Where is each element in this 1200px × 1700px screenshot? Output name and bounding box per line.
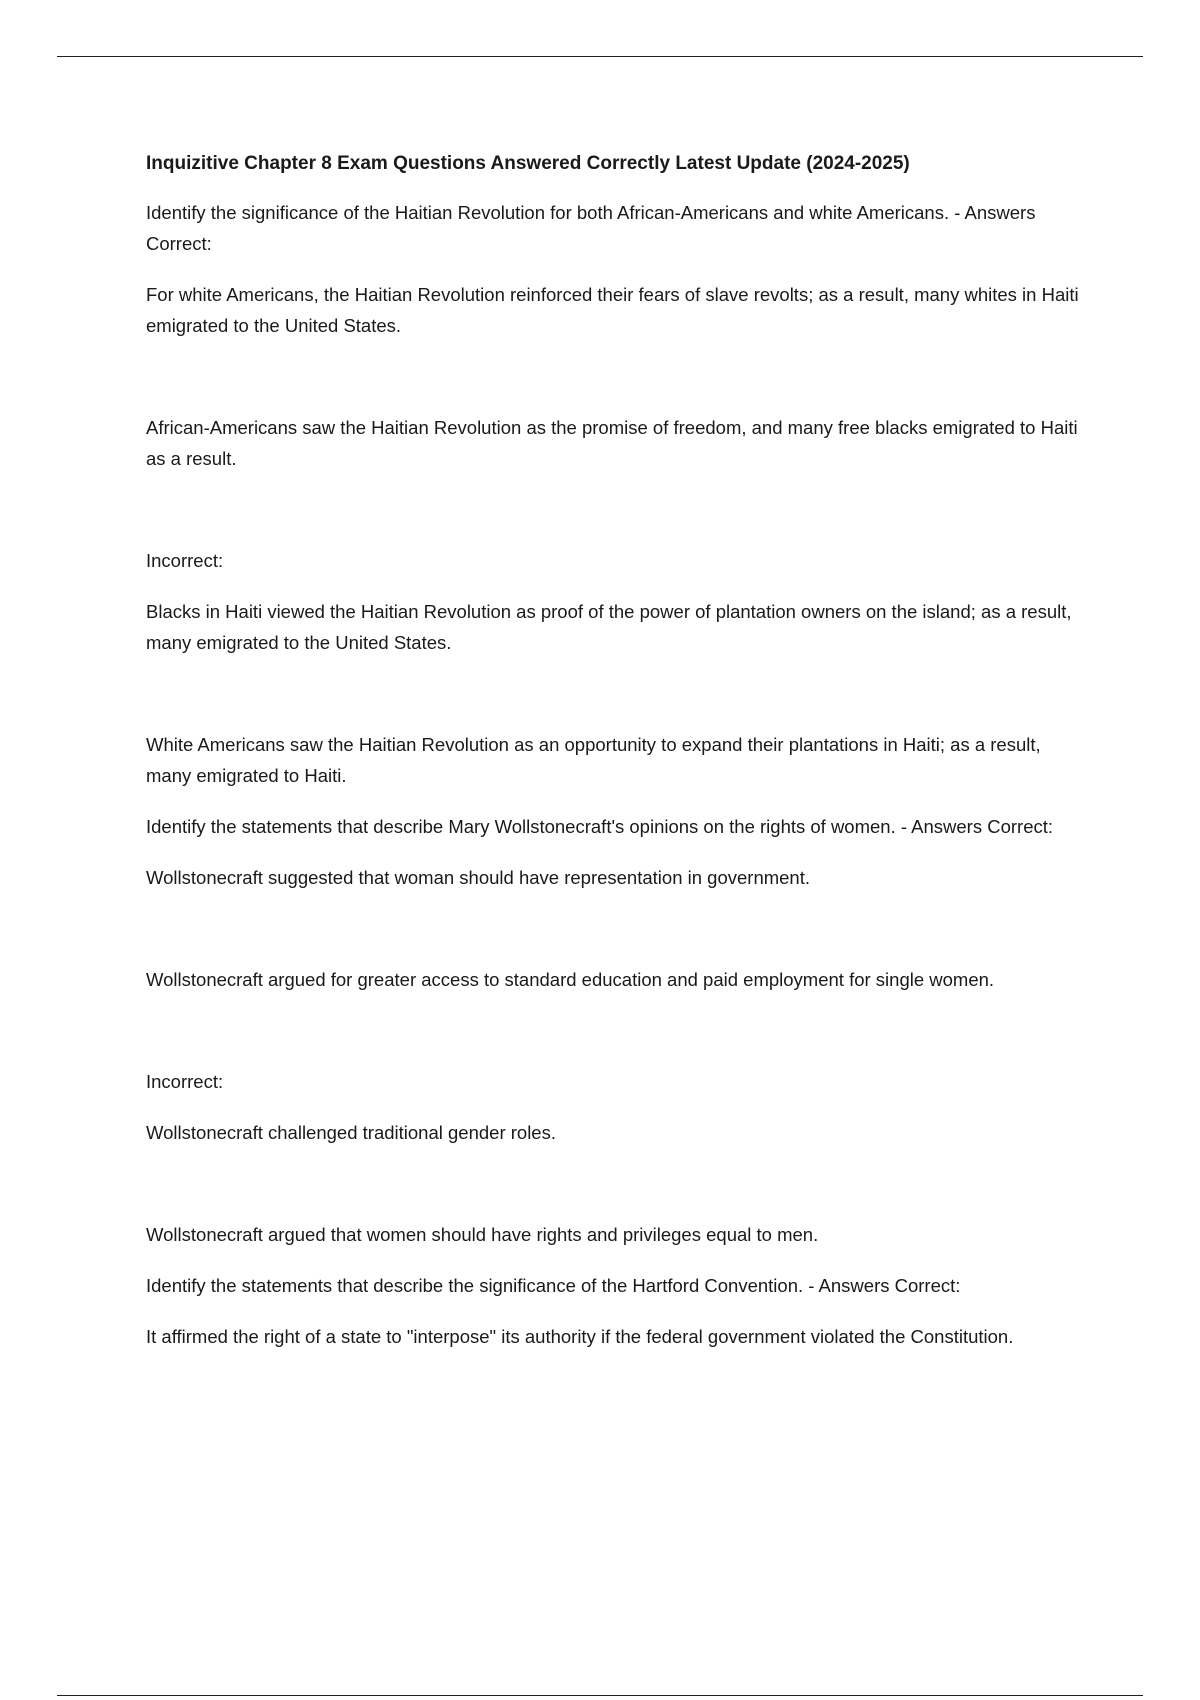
question-wollstonecraft: Identify the statements that describe Mary Wollstonecraft's opinions on the rights of women. - Answers Correct:	[146, 816, 1054, 837]
answer-incorrect: Wollstonecraft argued that women should have rights and privileges equal to men.	[146, 1224, 819, 1245]
question-haitian-revolution: Identify the significance of the Haitian Revolution for both African-Americans and white Americans. - Answers Correct:	[146, 202, 1036, 254]
answer-incorrect: White Americans saw the Haitian Revolution as an opportunity to expand their plantations in Haiti; as a result, many emigrated to Haiti.	[146, 734, 1041, 786]
incorrect-label: Incorrect:	[146, 1071, 224, 1092]
answer-correct: It affirmed the right of a state to "interpose" its authority if the federal government violated the Constitution.	[146, 1326, 1014, 1347]
answer-incorrect: Wollstonecraft challenged traditional gender roles.	[146, 1122, 556, 1143]
answer-correct: Wollstonecraft suggested that woman should have representation in government.	[146, 867, 810, 888]
footer-rule	[57, 1695, 1143, 1696]
answer-correct: Wollstonecraft argued for greater access to standard education and paid employment for single women.	[146, 969, 995, 990]
document-title: Inquizitive Chapter 8 Exam Questions Answered Correctly Latest Update (2024-2025)	[146, 153, 910, 174]
answer-incorrect: Blacks in Haiti viewed the Haitian Revolution as proof of the power of plantation owners on the island; as a result, many emigrated to the United States.	[146, 601, 1072, 653]
answer-correct: African-Americans saw the Haitian Revolution as the promise of freedom, and many free blacks emigrated to Haiti as a result.	[146, 417, 1078, 469]
incorrect-label: Incorrect:	[146, 550, 224, 571]
question-hartford-convention: Identify the statements that describe the significance of the Hartford Convention. - Answers Correct:	[146, 1275, 961, 1296]
answer-correct: For white Americans, the Haitian Revolution reinforced their fears of slave revolts; as a result, many whites in Haiti emigrated to the United States.	[146, 284, 1079, 336]
header-rule	[57, 56, 1143, 57]
document-body	[146, 148, 1091, 1372]
